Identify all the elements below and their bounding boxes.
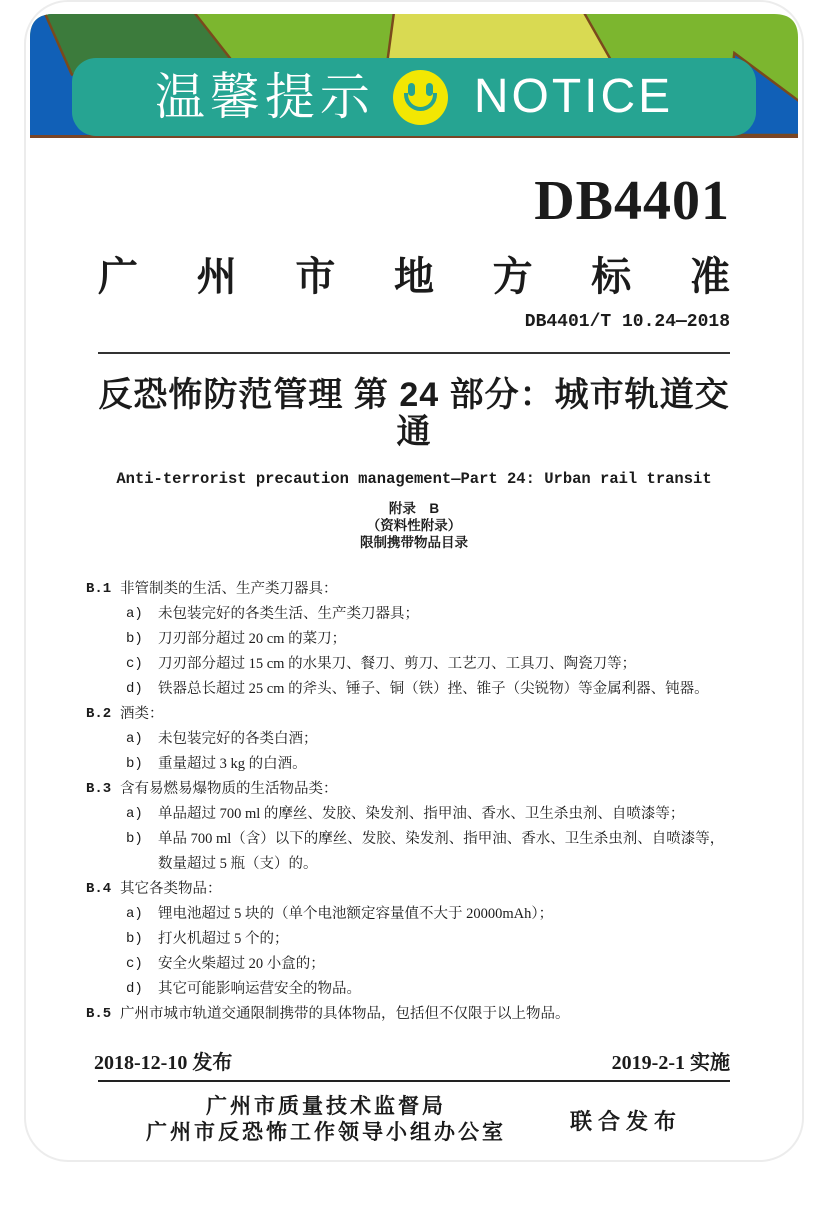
- subitem-row: [86, 952, 730, 977]
- appendix-subtitle: 限制携带物品目录: [360, 535, 468, 551]
- subitem-row: [86, 902, 730, 927]
- joint-issue-label: 联合发布: [569, 1108, 682, 1134]
- notice-banner: [72, 58, 756, 136]
- subitem-text: 单品超过 700 ml 的摩丝、发胶、染发剂、指甲油、香水、卫生杀虫剂、自喷漆等；: [158, 806, 685, 823]
- appendix-label: 附录 B: [388, 501, 440, 517]
- subitem-row: [86, 977, 730, 1002]
- subitem-row: [86, 827, 730, 877]
- standard-type-char: 市: [295, 255, 336, 299]
- smiley-face-icon: [393, 70, 448, 125]
- subitem-id: b): [126, 631, 143, 648]
- document-card: [24, 0, 804, 1162]
- document-title-cn: 反恐怖防范管理 第 24 部分：城市轨道交通: [98, 376, 730, 452]
- subitem-row: [86, 927, 730, 952]
- subitem-id: a): [126, 906, 143, 923]
- subitem-id: a): [126, 606, 143, 623]
- standard-type-char: 州: [196, 255, 237, 299]
- banner-title-en: NOTICE: [473, 70, 674, 123]
- footer-divider: [98, 1080, 730, 1082]
- subitem-text: 铁器总长超过 25 cm 的斧头、锤子、铜（铁）挫、锥子（尖锐物）等金属利器、钝器。: [158, 681, 709, 698]
- publisher-row: [98, 1094, 730, 1146]
- item-text: 广州市城市轨道交通限制携带的具体物品，包括但不仅限于以上物品。: [120, 1006, 570, 1023]
- appendix-note: （资料性附录）: [366, 518, 462, 534]
- standard-type-char: 广: [98, 255, 138, 299]
- publishers-block: [146, 1094, 506, 1146]
- subitem-text: 未包装完好的各类生活、生产类刀器具；: [158, 606, 419, 623]
- implement-date: 2019-2-1 实施: [611, 1052, 730, 1075]
- subitem-text: 锂电池超过 5 块的（单个电池额定容量值不大于 20000mAh）；: [158, 906, 554, 923]
- subitem-row: [86, 752, 730, 777]
- item-text: 其它各类物品：: [120, 881, 222, 898]
- subitem-text: 未包装完好的各类白酒；: [158, 731, 318, 748]
- item-row: [86, 777, 730, 802]
- standard-type-char: 标: [591, 255, 632, 299]
- subitem-text: 单品 700 ml（含）以下的摩丝、发胶、染发剂、指甲油、香水、卫生杀虫剂、自喷漆等，数量超过 5 瓶（支）的。: [158, 831, 725, 873]
- dates-row: [94, 1051, 730, 1075]
- item-text: 酒类：: [120, 706, 164, 723]
- standard-code: DB4401: [534, 170, 730, 232]
- document-number: DB4401/T 10.24—2018: [524, 312, 730, 332]
- subitem-id: d): [126, 981, 143, 998]
- item-row: [86, 1002, 730, 1027]
- subitem-row: [86, 602, 730, 627]
- restricted-items-list: [86, 577, 730, 1027]
- subitem-id: b): [126, 931, 143, 948]
- item-id: B.2: [86, 706, 112, 723]
- item-row: [86, 877, 730, 902]
- subitem-text: 刀刃部分超过 20 cm 的菜刀；: [158, 631, 347, 648]
- document-title-en: Anti-terrorist precaution management—Part 24: Urban rail transit: [116, 469, 712, 488]
- smiley-mouth: [404, 93, 437, 111]
- subitem-row: [86, 677, 730, 702]
- subitem-id: c): [126, 956, 143, 973]
- subitem-id: d): [126, 681, 143, 698]
- document-footer: [26, 1051, 802, 1146]
- item-id: B.4: [86, 881, 112, 898]
- item-id: B.5: [86, 1006, 112, 1023]
- banner-title-cn: 温馨提示: [154, 69, 375, 125]
- document-content: [26, 170, 802, 1027]
- publisher-name: 广州市质量技术监督局: [205, 1095, 446, 1119]
- subitem-text: 安全火柴超过 20 小盒的；: [158, 956, 325, 973]
- subitem-id: c): [126, 656, 143, 673]
- subitem-text: 重量超过 3 kg 的白酒。: [158, 756, 307, 773]
- subitem-row: [86, 627, 730, 652]
- subitem-text: 其它可能影响运营安全的物品。: [158, 981, 361, 998]
- subitem-row: [86, 652, 730, 677]
- standard-type-char: 方: [492, 255, 533, 299]
- subitem-id: a): [126, 806, 143, 823]
- header-divider: [98, 352, 730, 354]
- decorative-header-band: [30, 14, 798, 138]
- standard-type-char: 地: [393, 255, 434, 299]
- standard-type-char: 准: [689, 255, 730, 299]
- item-row: [86, 577, 730, 602]
- subitem-id: b): [126, 831, 143, 848]
- appendix-heading: [98, 500, 730, 551]
- item-row: [86, 702, 730, 727]
- standard-type-title: [98, 257, 730, 297]
- item-id: B.3: [86, 781, 112, 798]
- subitem-id: b): [126, 756, 143, 773]
- subitem-row: [86, 727, 730, 752]
- publisher-name: 广州市反恐怖工作领导小组办公室: [145, 1121, 506, 1145]
- item-text: 非管制类的生活、生产类刀器具：: [120, 581, 338, 598]
- subitem-text: 刀刃部分超过 15 cm 的水果刀、餐刀、剪刀、工艺刀、工具刀、陶瓷刀等；: [158, 656, 637, 673]
- item-id: B.1: [86, 581, 112, 598]
- subitem-text: 打火机超过 5 个的；: [158, 931, 289, 948]
- subitem-id: a): [126, 731, 143, 748]
- issue-date: 2018-12-10 发布: [94, 1052, 233, 1075]
- subitem-row: [86, 802, 730, 827]
- item-text: 含有易燃易爆物质的生活物品类：: [120, 781, 338, 798]
